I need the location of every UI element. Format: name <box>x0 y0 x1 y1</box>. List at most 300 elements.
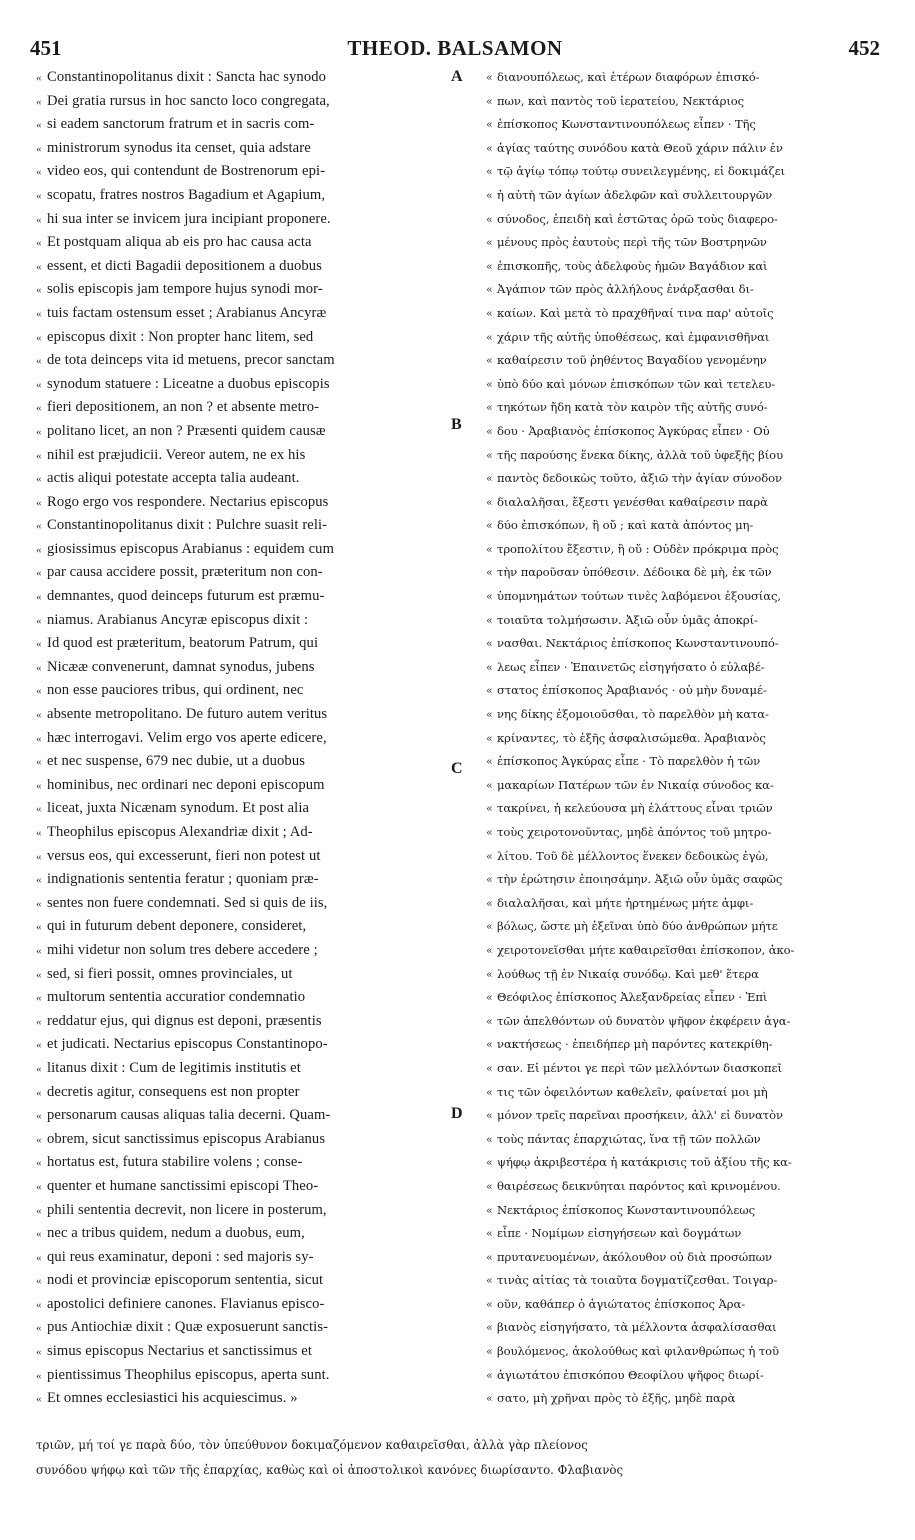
text-line <box>36 231 448 255</box>
quote-marker: « <box>36 614 42 627</box>
text-line <box>486 821 882 845</box>
line-text: pientissimus Theophilus episcopus, aperta sunt. <box>47 1366 330 1383</box>
text-line <box>486 514 882 538</box>
text-line <box>36 1175 448 1199</box>
text-line <box>36 160 448 184</box>
line-text: Et postquam aliqua ab eis pro hac causa acta <box>47 234 312 251</box>
quote-marker: « <box>486 566 493 580</box>
quote-marker: « <box>486 1038 493 1052</box>
text-line <box>486 1199 882 1223</box>
quote-marker: « <box>486 613 493 627</box>
line-text: personarum causas aliquas talia decerni. Quam- <box>47 1107 331 1124</box>
line-text: νης δίκης ἐξομοιοῦσθαι, τὸ παρελθὸν μὴ κατα- <box>497 707 769 722</box>
text-line <box>486 868 882 892</box>
text-line <box>36 1081 448 1105</box>
quote-marker: « <box>36 897 42 910</box>
quote-marker: « <box>36 709 42 722</box>
quote-marker: « <box>36 260 42 273</box>
text-line <box>36 1269 448 1293</box>
line-text: πρυτανευομένων, ἀκόλουθον οὐ διὰ προσώπων <box>497 1249 772 1264</box>
text-line <box>486 1387 882 1411</box>
quote-marker: « <box>486 849 493 863</box>
text-line <box>486 1364 882 1388</box>
text-line <box>36 113 448 137</box>
text-line <box>36 184 448 208</box>
quote-marker: « <box>36 732 42 745</box>
text-line <box>36 208 448 232</box>
quote-marker: « <box>486 943 493 957</box>
line-text: hi sua inter se invicem jura incipiant proponere. <box>47 210 331 227</box>
text-line <box>486 632 882 656</box>
text-line <box>486 1057 882 1081</box>
line-text: τακρίνει, ἡ κελεύουσα μὴ ἐλάττους εἶναι τριῶν <box>497 801 773 816</box>
line-text: Rogo ergo vos respondere. Nectarius episcopus <box>47 493 329 510</box>
text-line <box>36 679 448 703</box>
line-text: decretis agitur, consequens est non propter <box>47 1083 300 1100</box>
line-text: καίων. Καὶ μετὰ τὸ πραχθῆναί τινα παρ' αὐτοῖς <box>497 305 774 320</box>
quote-marker: « <box>486 401 493 415</box>
quote-marker: « <box>36 1086 42 1099</box>
text-line <box>486 609 882 633</box>
text-line <box>486 1222 882 1246</box>
margin-letter-c: C <box>451 760 463 777</box>
text-line <box>36 1293 448 1317</box>
text-line <box>486 278 882 302</box>
quote-marker: « <box>486 967 493 981</box>
line-text: multorum sententia accuratior condemnatio <box>47 989 306 1006</box>
line-text: et judicati. Nectarius episcopus Constantinopo- <box>47 1036 328 1053</box>
text-line <box>486 444 882 468</box>
quote-marker: « <box>486 330 493 344</box>
line-text: κρίναντες, τὸ ἑξῆς ἀσφαλισώμεθα. Ἀραβιανὸς <box>497 730 766 745</box>
quote-marker: « <box>486 1156 493 1170</box>
line-text: χάριν τῆς αὐτῆς ὑποθέσεως, καὶ ἐμφανισθῆναι <box>497 329 770 344</box>
line-text: fieri depositionem, an non ? et absente metro- <box>47 399 320 416</box>
quote-marker: « <box>486 495 493 509</box>
quote-marker: « <box>36 685 42 698</box>
text-line <box>486 774 882 798</box>
quote-marker: « <box>486 920 493 934</box>
quote-marker: « <box>486 1392 493 1406</box>
line-text: video eos, qui contendunt de Bostrenorum epi- <box>47 163 326 180</box>
text-line <box>36 302 448 326</box>
line-text: θαιρέσεως δεικνύηται παρόντος καὶ κρινομένου. <box>497 1178 781 1193</box>
line-text: λούθως τῇ ἐν Νικαίᾳ συνόδῳ. Καὶ μεθ' ἕτερα <box>497 966 759 981</box>
quote-marker: « <box>36 1039 42 1052</box>
text-line <box>486 1340 882 1364</box>
quote-marker: « <box>486 1345 493 1359</box>
line-text: βουλόμενος, ἀκολούθως καὶ φιλανθρώπως ἡ τοῦ <box>497 1344 780 1359</box>
quote-marker: « <box>486 1061 493 1075</box>
line-text: tuis factam ostensum esset ; Arabianus Ancyræ <box>47 304 327 321</box>
line-text: ἐπίσκοπος Ἀγκύρας εἶπε · Τὸ παρελθὸν ἡ τῶν <box>497 754 761 769</box>
quote-marker: « <box>486 188 493 202</box>
quote-marker: « <box>486 1227 493 1241</box>
quote-marker: « <box>36 284 42 297</box>
line-text: λίτου. Τοῦ δὲ μέλλοντος ἕνεκεν δεδοικὼς ἐγὼ, <box>497 848 769 863</box>
line-text: ἁγίας ταύτης συνόδου κατὰ Θεοῦ χάριν πάλιν ἐν <box>497 140 783 155</box>
quote-marker: « <box>486 1297 493 1311</box>
quote-marker: « <box>36 1298 42 1311</box>
margin-letter-b: B <box>451 416 462 433</box>
text-line <box>36 1010 448 1034</box>
text-line <box>486 66 882 90</box>
quote-marker: « <box>486 684 493 698</box>
text-line <box>486 231 882 255</box>
line-text: sed, si fieri possit, omnes provinciales, ut <box>47 965 293 982</box>
quote-marker: « <box>36 1393 42 1406</box>
quote-marker: « <box>36 496 42 509</box>
quote-marker: « <box>36 378 42 391</box>
line-text: solis episcopis jam tempore hujus synodi mor- <box>47 281 323 298</box>
quote-marker: « <box>36 1062 42 1075</box>
quote-marker: « <box>36 1110 42 1123</box>
text-line <box>36 278 448 302</box>
line-text: synodum statuere : Liceatne a duobus episcopis <box>47 375 330 392</box>
line-text: τὴν παροῦσαν ὑπόθεσιν. Δέδοικα δὲ μὴ, ἐκ τῶν <box>497 565 772 580</box>
line-text: μακαρίων Πατέρων τῶν ἐν Νικαίᾳ σύνοδος κα- <box>497 777 774 792</box>
quote-marker: « <box>36 756 42 769</box>
text-line <box>486 1246 882 1270</box>
text-line <box>36 373 448 397</box>
line-text: nihil est præjudicii. Vereor autem, ne ex his <box>47 446 306 463</box>
line-text: τηκότων ἤδη κατὰ τὸν καιρὸν τῆς αὐτῆς συνό- <box>497 400 768 415</box>
text-line <box>486 326 882 350</box>
line-text: τοιαῦτα τολμήσωσιν. Ἀξιῶ οὖν ὑμᾶς ἀποκρί- <box>497 612 758 627</box>
text-line <box>36 939 448 963</box>
text-line <box>36 585 448 609</box>
quote-marker: « <box>486 472 493 486</box>
line-text: par causa accidere possit, præteritum non con- <box>47 564 323 581</box>
quote-marker: « <box>36 1133 42 1146</box>
text-line <box>36 514 448 538</box>
quote-marker: « <box>486 590 493 604</box>
text-line <box>486 1081 882 1105</box>
line-text: litanus dixit : Cum de legitimis institutis et <box>47 1059 301 1076</box>
quote-marker: « <box>36 473 42 486</box>
quote-marker: « <box>36 142 42 155</box>
quote-marker: « <box>486 873 493 887</box>
text-line <box>36 632 448 656</box>
line-text: Dei gratia rursus in hoc sancto loco congregata, <box>47 92 330 109</box>
text-line <box>36 1128 448 1152</box>
line-text: βόλως, ὥστε μὴ ἐξεῖναι ὑπὸ δύο ἀνθρώπων μήτε <box>497 919 778 934</box>
text-line <box>36 1246 448 1270</box>
text-line <box>486 1104 882 1128</box>
line-text: pus Antiochiæ dixit : Quæ exposuerunt sanctis- <box>47 1319 329 1336</box>
text-line <box>36 1057 448 1081</box>
quote-marker: « <box>36 1180 42 1193</box>
line-text: μένους πρὸς ἑαυτοὺς περὶ τῆς τῶν Βοστρηνῶν <box>497 235 767 250</box>
line-text: hortatus est, futura stabilire volens ; conse- <box>47 1154 303 1171</box>
quote-marker: « <box>36 567 42 580</box>
quote-marker: « <box>486 448 493 462</box>
line-text: Ἀγάπιον τῶν πρὸς ἀλλήλους ἐνάρξασθαι δι- <box>497 282 754 297</box>
quote-marker: « <box>36 1157 42 1170</box>
text-line <box>36 703 448 727</box>
quote-marker: « <box>36 661 42 674</box>
text-line <box>36 137 448 161</box>
text-line <box>486 797 882 821</box>
quote-marker: « <box>486 283 493 297</box>
quote-marker: « <box>36 1204 42 1217</box>
text-line <box>486 420 882 444</box>
text-line <box>36 986 448 1010</box>
quote-marker: « <box>486 778 493 792</box>
quote-marker: « <box>486 424 493 438</box>
line-text: στατος ἐπίσκοπος Ἀραβιανός · οὐ μὴν δυναμέ- <box>497 683 767 698</box>
line-text: Theophilus episcopus Alexandriæ dixit ; Ad- <box>47 824 313 840</box>
quote-marker: « <box>36 591 42 604</box>
quote-marker: « <box>486 354 493 368</box>
text-line <box>486 1269 882 1293</box>
line-text: de tota deinceps vita id metuens, precor sanctam <box>47 352 335 369</box>
text-line <box>36 1151 448 1175</box>
line-text: Θεόφιλος ἐπίσκοπος Ἀλεξανδρείας εἶπεν · Ἐπὶ <box>497 990 768 1005</box>
line-text: ὑπὸ δύο καὶ μόνων ἐπισκόπων τῶν καὶ τετελευ- <box>497 376 776 391</box>
line-text: Constantinopolitanus dixit : Sancta hac synodo <box>47 69 327 85</box>
text-line <box>486 396 882 420</box>
text-line <box>486 1033 882 1057</box>
line-text: παντὸς δεδοικὼς τοῦτο, ἀξιῶ τὴν ἁγίαν σύνοδον <box>497 471 783 486</box>
quote-marker: « <box>486 708 493 722</box>
line-text: ὑπομνημάτων τούτων τινὲς λαβόμενοι ἐξουσίας, <box>497 589 781 604</box>
quote-marker: « <box>36 1228 42 1241</box>
text-line <box>36 609 448 633</box>
line-text: qui reus examinatur, deponi : sed majoris sy- <box>47 1248 314 1265</box>
line-text: Et omnes ecclesiastici his acquiescimus. » <box>47 1390 298 1407</box>
quote-marker: « <box>36 1369 42 1382</box>
quote-marker: « <box>486 991 493 1005</box>
quote-marker: « <box>486 1179 493 1193</box>
margin-letter-d: D <box>451 1105 463 1122</box>
quote-marker: « <box>36 213 42 226</box>
text-line <box>486 184 882 208</box>
line-text: ἐπισκοπῆς, τοὺς ἀδελφοὺς ἡμῶν Βαγάδιον καὶ <box>497 258 768 273</box>
line-text: ἁγιωτάτου ἐπισκόπου Θεοφίλου ψῆφος διωρί- <box>497 1367 764 1382</box>
text-line <box>486 892 882 916</box>
quote-marker: « <box>486 1274 493 1288</box>
text-line <box>486 137 882 161</box>
line-text: τινὰς αἰτίας τὰ τοιαῦτα δογματίζεσθαι. Τοιγαρ- <box>497 1273 778 1288</box>
quote-marker: « <box>486 259 493 273</box>
quote-marker: « <box>36 992 42 1005</box>
quote-marker: « <box>36 944 42 957</box>
text-line <box>36 1364 448 1388</box>
quote-marker: « <box>486 896 493 910</box>
text-line <box>36 66 448 90</box>
quote-marker: « <box>36 1275 42 1288</box>
line-text: demnantes, quod deinceps futurum est præmu- <box>47 588 325 605</box>
text-line <box>486 160 882 184</box>
text-line <box>486 656 882 680</box>
line-text: ἡ αὐτὴ τῶν ἁγίων ἀδελφῶν καὶ συλλειτουργῶν <box>497 187 773 202</box>
text-line <box>486 1151 882 1175</box>
quote-marker: « <box>36 543 42 556</box>
text-line <box>486 963 882 987</box>
text-line <box>36 868 448 892</box>
line-text: διαλαλῆσαι, ἔξεστι γενέσθαι καθαίρεσιν παρὰ <box>497 494 768 509</box>
text-line <box>486 703 882 727</box>
text-line <box>36 845 448 869</box>
text-line <box>36 349 448 373</box>
quote-marker: « <box>36 779 42 792</box>
quote-marker: « <box>36 1322 42 1335</box>
line-text: Νεκτάριος ἐπίσκοπος Κωνσταντινουπόλεως <box>497 1202 755 1217</box>
text-line <box>36 1222 448 1246</box>
text-line <box>486 373 882 397</box>
quote-marker: « <box>36 921 42 934</box>
line-text: obrem, sicut sanctissimus episcopus Arabianus <box>47 1130 326 1147</box>
quote-marker: « <box>36 119 42 132</box>
quote-marker: « <box>486 94 493 108</box>
text-line <box>36 1340 448 1364</box>
line-text: διαλαλῆσαι, καὶ μήτε ἠρτημένως μήτε ἀμφι- <box>497 895 754 910</box>
quote-marker: « <box>36 331 42 344</box>
quote-marker: « <box>486 1132 493 1146</box>
text-line <box>36 1316 448 1340</box>
text-line <box>486 467 882 491</box>
quote-marker: « <box>36 1346 42 1359</box>
line-text: τοὺς χειροτονοῦντας, μηδὲ ἀπόντος τοῦ μητρο- <box>497 825 772 839</box>
quote-marker: « <box>36 355 42 368</box>
text-line <box>36 821 448 845</box>
line-text: nec a tribus quidem, nedum a duobus, eum, <box>47 1225 305 1242</box>
quote-marker: « <box>36 827 42 839</box>
line-text: liceat, juxta Nicænam synodum. Et post alia <box>47 800 310 817</box>
line-text: episcopus dixit : Non propter hanc litem, sed <box>47 328 314 345</box>
text-line <box>36 750 448 774</box>
line-text: ψήφῳ ἀκριβεστέρα ἡ κατάκρισις τοῦ ἀξίου τῆς κα- <box>497 1155 792 1170</box>
text-line <box>486 915 882 939</box>
line-text: χειροτονεῖσθαι μήτε καθαιρεῖσθαι ἐπίσκοπον, ἀκο- <box>497 942 795 957</box>
text-line <box>36 538 448 562</box>
text-line <box>486 538 882 562</box>
quote-marker: « <box>36 307 42 320</box>
text-line <box>36 1387 448 1411</box>
quote-marker: « <box>486 1250 493 1264</box>
quote-marker: « <box>486 1368 493 1382</box>
line-text: simus episcopus Nectarius et sanctissimus et <box>47 1343 313 1360</box>
running-title: THEOD. BALSAMON <box>347 36 563 60</box>
quote-marker: « <box>36 72 42 84</box>
quote-marker: « <box>36 520 42 533</box>
latin-column <box>36 66 448 1411</box>
quote-marker: « <box>486 71 493 84</box>
line-text: τῶν ἀπελθόντων οὐ δυνατὸν ψῆφον ἐκφέρειν ἀγα- <box>497 1013 791 1028</box>
text-line <box>36 727 448 751</box>
line-text: καθαίρεσιν τοῦ ῥηθέντος Βαγαδίου γενομένην <box>497 353 767 368</box>
text-line <box>36 420 448 444</box>
bottom-line-1: τριῶν, μή τοί γε παρὰ δύο, τὸν ὑπεύθυνον δοκιμαζόμενον καθαιρεῖσθαι, ἀλλὰ γὰρ πλείονος <box>36 1438 588 1452</box>
text-line <box>486 90 882 114</box>
line-text: τοὺς πάντας ἐπαρχιώτας, ἵνα τῇ τῶν πολλῶν <box>497 1131 761 1146</box>
line-text: εἶπε · Νομίμων εἰσηγήσεων καὶ δογμάτων <box>497 1226 742 1241</box>
text-line <box>486 986 882 1010</box>
line-text: τῷ ἁγίῳ τόπῳ τούτῳ συνειλεγμένης, εἰ δοκιμάζει <box>497 164 785 179</box>
quote-marker: « <box>486 826 493 839</box>
text-line <box>36 963 448 987</box>
text-line <box>486 1128 882 1152</box>
quote-marker: « <box>36 425 42 438</box>
text-line <box>486 750 882 774</box>
page-number-right: 452 <box>848 36 880 60</box>
quote-marker: « <box>486 542 493 556</box>
quote-marker: « <box>36 189 42 202</box>
text-line <box>36 491 448 515</box>
text-line <box>486 1293 882 1317</box>
text-line <box>486 1175 882 1199</box>
line-text: πων, καὶ παντὸς τοῦ ἱερατείου, Νεκτάριος <box>497 93 745 108</box>
line-text: absente metropolitano. De futuro autem veritus <box>47 706 328 723</box>
text-line <box>486 113 882 137</box>
quote-marker: « <box>486 212 493 226</box>
line-text: ministrorum synodus ita censet, quia adstare <box>47 139 311 156</box>
text-line <box>486 349 882 373</box>
line-text: phili sententia decrevit, non licere in posterum, <box>47 1201 327 1218</box>
quote-marker: « <box>36 968 42 981</box>
quote-marker: « <box>486 1321 493 1335</box>
quote-marker: « <box>36 449 42 462</box>
line-text: ἐπίσκοπος Κωνσταντινουπόλεως εἶπεν · Τῆς <box>497 117 756 132</box>
text-line <box>36 774 448 798</box>
quote-marker: « <box>36 850 42 863</box>
text-line <box>486 561 882 585</box>
line-text: apostolici definiere canones. Flavianus episco- <box>47 1295 325 1312</box>
line-text: versus eos, qui excesserunt, fieri non potest ut <box>47 847 321 864</box>
quote-marker: « <box>486 118 493 132</box>
quote-marker: « <box>486 1085 493 1099</box>
text-line <box>486 1010 882 1034</box>
quote-marker: « <box>486 1014 493 1028</box>
quote-marker: « <box>486 660 493 674</box>
line-text: Constantinopolitanus dixit : Pulchre suasit reli- <box>47 517 328 534</box>
quote-marker: « <box>486 637 493 651</box>
line-text: μόνον τρεῖς παρεῖναι προσήκειν, ἀλλ' εἰ δυνατὸν <box>497 1108 783 1123</box>
text-line <box>36 892 448 916</box>
line-text: hæc interrogavi. Velim ergo vos aperte edicere, <box>47 729 327 746</box>
text-line <box>486 1316 882 1340</box>
line-text: οῦν, καθάπερ ὁ ἁγιώτατος ἐπίσκοπος Ἀρα- <box>497 1296 746 1311</box>
line-text: qui in futurum debent deponere, consideret, <box>47 918 307 935</box>
text-line <box>36 444 448 468</box>
line-text: hominibus, nec ordinari nec deponi episcopum <box>47 776 325 793</box>
quote-marker: « <box>486 141 493 155</box>
quote-marker: « <box>486 519 493 533</box>
line-text: σατο, μὴ χρῆναι πρὸς τὸ ἑξῆς, μηδὲ παρὰ <box>497 1391 736 1406</box>
text-line <box>486 255 882 279</box>
quote-marker: « <box>486 306 493 320</box>
quote-marker: « <box>486 1203 493 1217</box>
quote-marker: « <box>36 402 42 415</box>
page-header <box>30 36 880 62</box>
text-line <box>36 396 448 420</box>
line-text: τις τῶν ὀφειλόντων καθελεῖν, φαίνεταί μοι μὴ <box>497 1084 768 1099</box>
quote-marker: « <box>486 377 493 391</box>
line-text: σαν. Εἰ μέντοι γε περὶ τῶν μελλόντων διασκοπεῖ <box>497 1060 782 1075</box>
line-text: essent, et dicti Bagadii depositionem a duobus <box>47 257 322 274</box>
line-text: si eadem sanctorum fratrum et in sacris com- <box>47 116 315 133</box>
line-text: sentes non fuere condemnati. Sed si quis de iis, <box>47 894 328 911</box>
line-text: νακτήσεως · ἐπειδήπερ μὴ παρόντες κατεκρίθη- <box>497 1037 773 1052</box>
line-text: δου · Ἀραβιανὸς ἐπίσκοπος Ἀγκύρας εἶπεν · Οὐ <box>497 423 770 438</box>
quote-marker: « <box>36 1015 42 1028</box>
line-text: σύνοδος, ἐπειδὴ καὶ ἑστῶτας ὁρῶ τοὺς διαφερο- <box>497 211 778 226</box>
text-line <box>486 491 882 515</box>
line-text: niamus. Arabianus Ancyræ episcopus dixit : <box>47 611 309 628</box>
page-number-left: 451 <box>30 36 62 60</box>
line-text: διανουπόλεως, καὶ ἑτέρων διαφόρων ἐπισκό- <box>497 70 760 84</box>
